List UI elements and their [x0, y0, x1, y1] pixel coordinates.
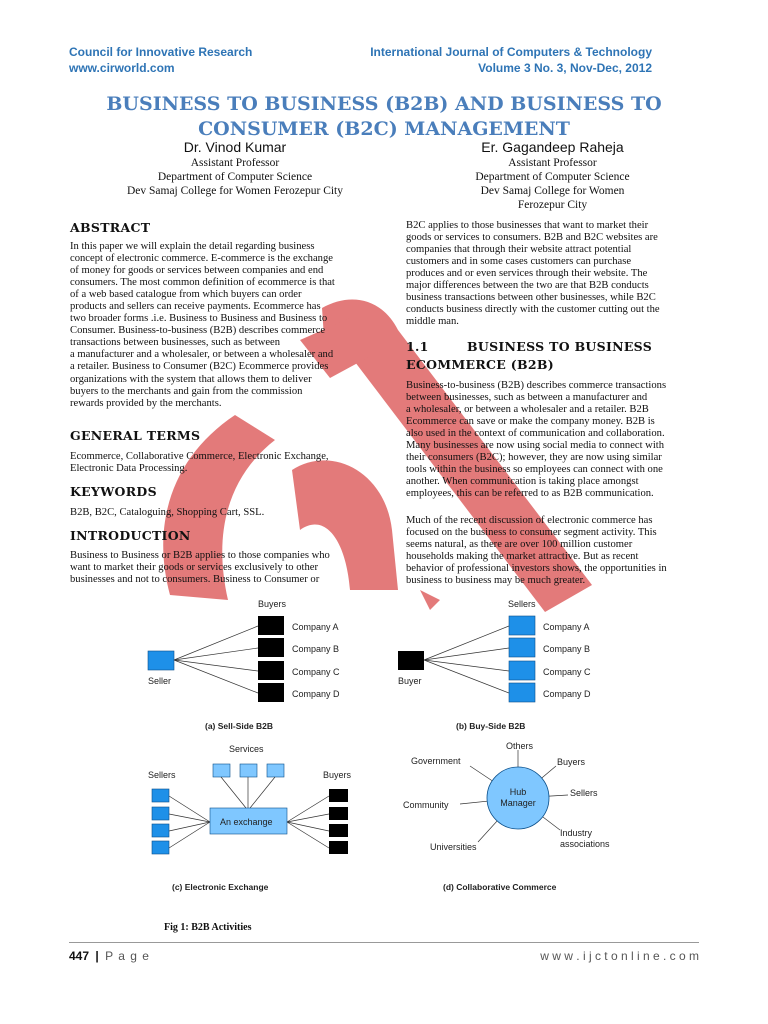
text-line: middle man. — [406, 316, 459, 328]
title-line-1: BUSINESS TO BUSINESS (B2B) AND BUSINESS TO — [106, 93, 662, 115]
keywords-heading: KEYWORDS — [70, 484, 157, 499]
service-box — [213, 764, 230, 777]
company-box — [509, 638, 535, 657]
text-line: their consumers (B2C); however, they are now using similar — [406, 452, 662, 464]
author-affiliation-line: Department of Computer Science — [475, 171, 630, 183]
text-line: customers and in some cases customers can purchase — [406, 256, 632, 268]
company-box — [258, 638, 284, 657]
text-line: B2C applies to those businesses that want to market their — [406, 220, 649, 231]
company-box — [258, 661, 284, 680]
company-label: Company C — [543, 667, 591, 677]
b2c-paragraph — [406, 220, 699, 328]
abstract-body — [70, 241, 360, 410]
page-word: P a g e — [105, 949, 150, 963]
general-terms-body — [70, 451, 360, 475]
buyer-box — [329, 824, 348, 837]
text-line: organizations with the system that allows them to deliver — [70, 373, 312, 385]
seller-box — [152, 841, 169, 854]
text-line: transactions between businesses, such as between — [70, 337, 281, 349]
label-sellers: Sellers — [148, 770, 176, 780]
spoke-sellers: Sellers — [570, 788, 598, 798]
author-affiliation-line: Assistant Professor — [508, 157, 597, 169]
caption-d: (d) Collaborative Commerce — [443, 882, 557, 892]
seller-box — [152, 824, 169, 837]
author-affiliation-line: Assistant Professor — [190, 157, 280, 169]
caption-a: (a) Sell-Side B2B — [205, 721, 274, 731]
spoke-associations: associations — [560, 839, 610, 849]
text-line: Ecommerce, Collaborative Commerce, Electronic Exchange, — [70, 451, 329, 462]
text-line: households making the market attractive. But as recent — [406, 551, 639, 563]
text-line: seems natural, as there are over 100 million customer — [406, 539, 633, 551]
spoke-others: Others — [506, 741, 534, 751]
journal-volume: Volume 3 No. 3, Nov-Dec, 2012 — [478, 61, 652, 75]
text-line: concept of electronic commerce. E-commerce is the exchange — [70, 253, 333, 265]
label-buyers: Buyers — [323, 770, 352, 780]
hub-label-line-2: Manager — [500, 798, 536, 808]
b2b-paragraph — [406, 380, 699, 500]
footer-site[interactable]: w w w . i j c t o n l i n e . c o m — [540, 949, 699, 963]
company-box — [258, 616, 284, 635]
hub-label-line-1: Hub — [509, 787, 527, 797]
diagram-electronic-exchange — [148, 744, 352, 892]
figure-b2b-activities — [0, 590, 768, 910]
company-label: Company D — [292, 689, 340, 699]
company-box — [509, 683, 535, 702]
text-line: a manufacturer and a wholesaler, or between a wholesaler and — [70, 349, 334, 361]
abstract-heading: ABSTRACT — [70, 220, 151, 235]
text-line: Business-to-business (B2B) describes commerce transactions — [406, 380, 667, 391]
service-box — [240, 764, 257, 777]
text-line: Electronic Data Processing. — [70, 463, 188, 475]
paper-title — [0, 92, 768, 142]
company-label: Company B — [543, 644, 591, 654]
text-line: tools within the business so employees can connect with one — [406, 464, 663, 476]
company-label: Company A — [543, 622, 590, 632]
spoke-industry: Industry — [560, 828, 593, 838]
text-line: another. When communication is taking place amongst — [406, 476, 639, 488]
company-label: Company A — [292, 622, 339, 632]
text-line: In this paper we will explain the detail regarding business — [70, 241, 315, 252]
seller-box — [148, 651, 174, 670]
section-title-line-1: BUSINESS TO BUSINESS — [467, 339, 653, 354]
text-line: produces and or even services through their website. The — [406, 268, 648, 280]
text-line: a retailer. Business to Consumer (B2C) Ecommerce provides — [70, 361, 329, 373]
spoke-government: Government — [411, 756, 461, 766]
diagram-collaborative-commerce — [403, 741, 610, 892]
text-line: business transactions between other businesses, while B2C — [406, 292, 656, 304]
company-box — [509, 661, 535, 680]
text-line: consumers. The most common definition of ecommerce is that — [70, 277, 335, 289]
author-2 — [405, 139, 700, 212]
company-label: Company B — [292, 644, 340, 654]
spoke-buyers: Buyers — [557, 757, 586, 767]
text-line: employees, this can be referred to as B2B communication. — [406, 488, 654, 500]
text-line: Business to Business or B2B applies to those companies who — [70, 550, 330, 561]
caption-c: (c) Electronic Exchange — [172, 882, 269, 892]
footer-page — [69, 949, 150, 963]
introduction-body — [70, 550, 360, 586]
text-line: products and sellers can receive payments. Ecommerce has — [70, 301, 321, 313]
seller-box — [152, 807, 169, 820]
text-line: want to market their goods or services exclusively to other — [70, 562, 319, 574]
label-services: Services — [229, 744, 264, 754]
org-name: Council for Innovative Research — [69, 45, 253, 59]
text-line: major differences between the two are that B2B conducts — [406, 280, 649, 292]
service-box — [267, 764, 284, 777]
spoke-community: Community — [403, 800, 449, 810]
text-line: companies that through their website attract potential — [406, 244, 632, 256]
company-label: Company C — [292, 667, 340, 677]
text-line: Many businesses are now using social media to connect with — [406, 440, 665, 452]
label-exchange: An exchange — [220, 817, 273, 827]
diagram-sell-side — [148, 599, 340, 731]
text-line: Consumer. Business-to-business (B2B) describes commerce — [70, 325, 326, 337]
text-line: conducts business directly with the customer cutting out the — [406, 304, 660, 316]
diagram-buy-side — [398, 599, 591, 731]
company-label: Company D — [543, 689, 591, 699]
author-affiliation-line: Dev Samaj College for Women Ferozepur City — [126, 185, 344, 197]
text-line: a wholesaler, or between a wholesaler and a retailer. B2B — [406, 404, 649, 416]
buyer-box — [329, 841, 348, 854]
text-line: of money for goods or services between companies and end — [70, 265, 324, 277]
label-sellers: Sellers — [508, 599, 536, 609]
introduction-heading: INTRODUCTION — [70, 528, 191, 543]
page-number: 447 — [69, 949, 90, 963]
spoke-universities: Universities — [430, 842, 477, 852]
text-line: of a web based catalogue from which buyers can order — [70, 289, 302, 301]
text-line: behavior of professional investors shows, the opportunities in — [406, 563, 667, 575]
text-line: rewards provided by the merchants. — [70, 397, 222, 409]
recent-discussion-paragraph — [406, 515, 699, 587]
keywords-body — [70, 507, 360, 519]
author-name: Er. Gagandeep Raheja — [481, 139, 624, 155]
text-line: Much of the recent discussion of electronic commerce has — [406, 515, 653, 526]
company-box — [509, 616, 535, 635]
text-line: buyers to the merchants and gain from the commission — [70, 385, 303, 397]
text-line: business to business may be much greater. — [406, 575, 586, 587]
buyer-box — [398, 651, 424, 670]
text-line: businesses and not to consumers. Business to Consumer or — [70, 574, 320, 586]
author-affiliation-line: Ferozepur City — [517, 199, 588, 211]
author-affiliation-line: Dev Samaj College for Women — [480, 185, 625, 197]
general-terms-heading: GENERAL TERMS — [70, 428, 201, 443]
figure-caption: Fig 1: B2B Activities — [164, 922, 252, 933]
caption-b: (b) Buy-Side B2B — [456, 721, 526, 731]
title-line-2: CONSUMER (B2C) MANAGEMENT — [198, 118, 570, 140]
seller-box — [152, 789, 169, 802]
text-line: between businesses, such as between a manufacturer and — [406, 392, 648, 404]
company-box — [258, 683, 284, 702]
author-name: Dr. Vinod Kumar — [183, 139, 287, 155]
text-line: goods or services to consumers. B2B and B2C websites are — [406, 232, 658, 244]
author-affiliation-line: Department of Computer Science — [157, 171, 313, 183]
author-1 — [70, 139, 400, 198]
section-number: 1.1 — [406, 339, 429, 354]
label-buyers: Buyers — [258, 599, 287, 609]
text-line: two broader forms .i.e. Business to Business and Business to — [70, 313, 328, 325]
text-line: B2B, B2C, Cataloguing, Shopping Cart, SSL. — [70, 507, 265, 518]
label-seller: Seller — [148, 676, 172, 686]
buyer-box — [329, 807, 348, 820]
page-separator: | — [95, 949, 99, 963]
text-line: Ecommerce can save or make the company money. B2B is — [406, 416, 655, 428]
label-buyer: Buyer — [398, 676, 422, 686]
text-line: also used in the context of communication and collaboration. — [406, 428, 665, 440]
buyer-box — [329, 789, 348, 802]
section-title-line-2: ECOMMERCE (B2B) — [406, 357, 554, 372]
text-line: focused on the business to consumer segment activity. This — [406, 527, 657, 539]
journal-name: International Journal of Computers & Technology — [370, 45, 652, 59]
org-url[interactable]: www.cirworld.com — [69, 61, 175, 75]
footer-rule — [69, 942, 699, 943]
